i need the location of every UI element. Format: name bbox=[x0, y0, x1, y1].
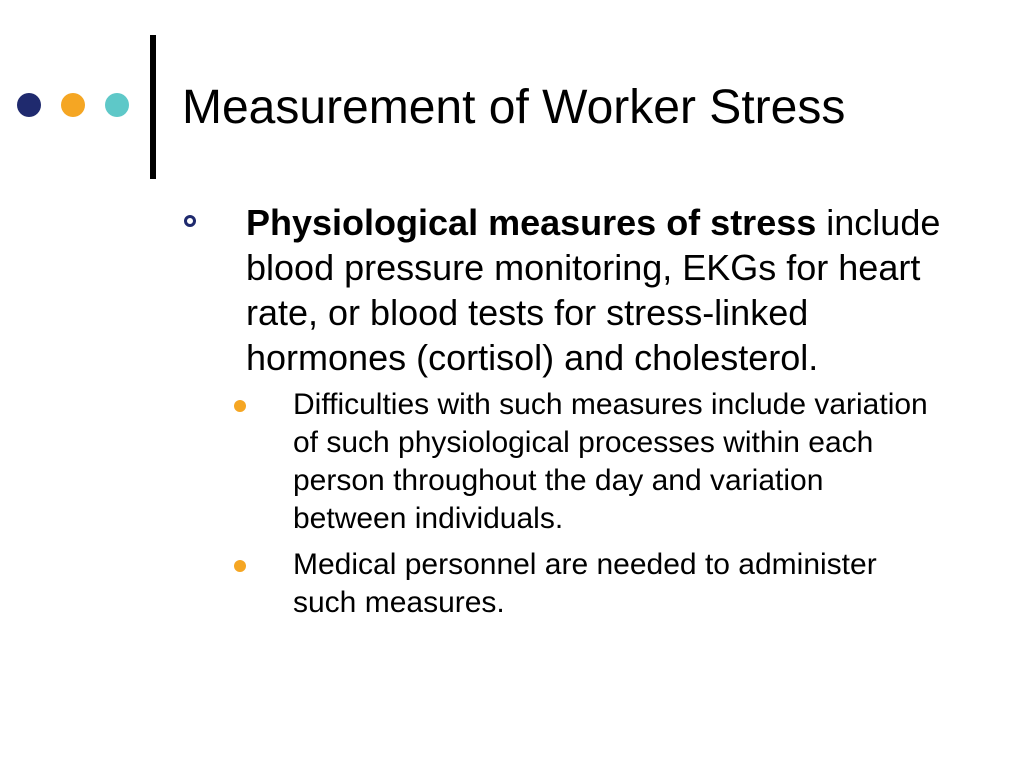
main-point-text: include blood pressure monitoring, EKGs for heart rate, or blood tests for stress-linked hormones (cortisol) and cholesterol. bbox=[246, 202, 941, 378]
teal-dot-icon bbox=[105, 93, 129, 117]
dot-bullet-icon bbox=[234, 400, 246, 412]
navy-dot-icon bbox=[17, 93, 41, 117]
orange-dot-icon bbox=[61, 93, 85, 117]
slide-body bbox=[180, 200, 970, 630]
sub-bullet-list bbox=[180, 386, 970, 622]
decorative-dots bbox=[17, 93, 132, 119]
slide-title: Measurement of Worker Stress bbox=[182, 81, 846, 134]
sub-bullet-point bbox=[180, 386, 943, 538]
main-bullet-point bbox=[180, 200, 946, 380]
dot-bullet-icon bbox=[234, 560, 246, 572]
sub-bullet-point bbox=[180, 546, 943, 622]
title-divider bbox=[150, 35, 156, 179]
sub-point-text: Medical personnel are needed to administer such measures. bbox=[293, 548, 877, 619]
main-point-bold-text: Physiological measures of stress bbox=[246, 202, 817, 243]
hollow-circle-bullet-icon bbox=[184, 215, 196, 227]
sub-point-text: Difficulties with such measures include variation of such physiological processes within each person throughout the day and variation between individuals. bbox=[293, 388, 928, 535]
